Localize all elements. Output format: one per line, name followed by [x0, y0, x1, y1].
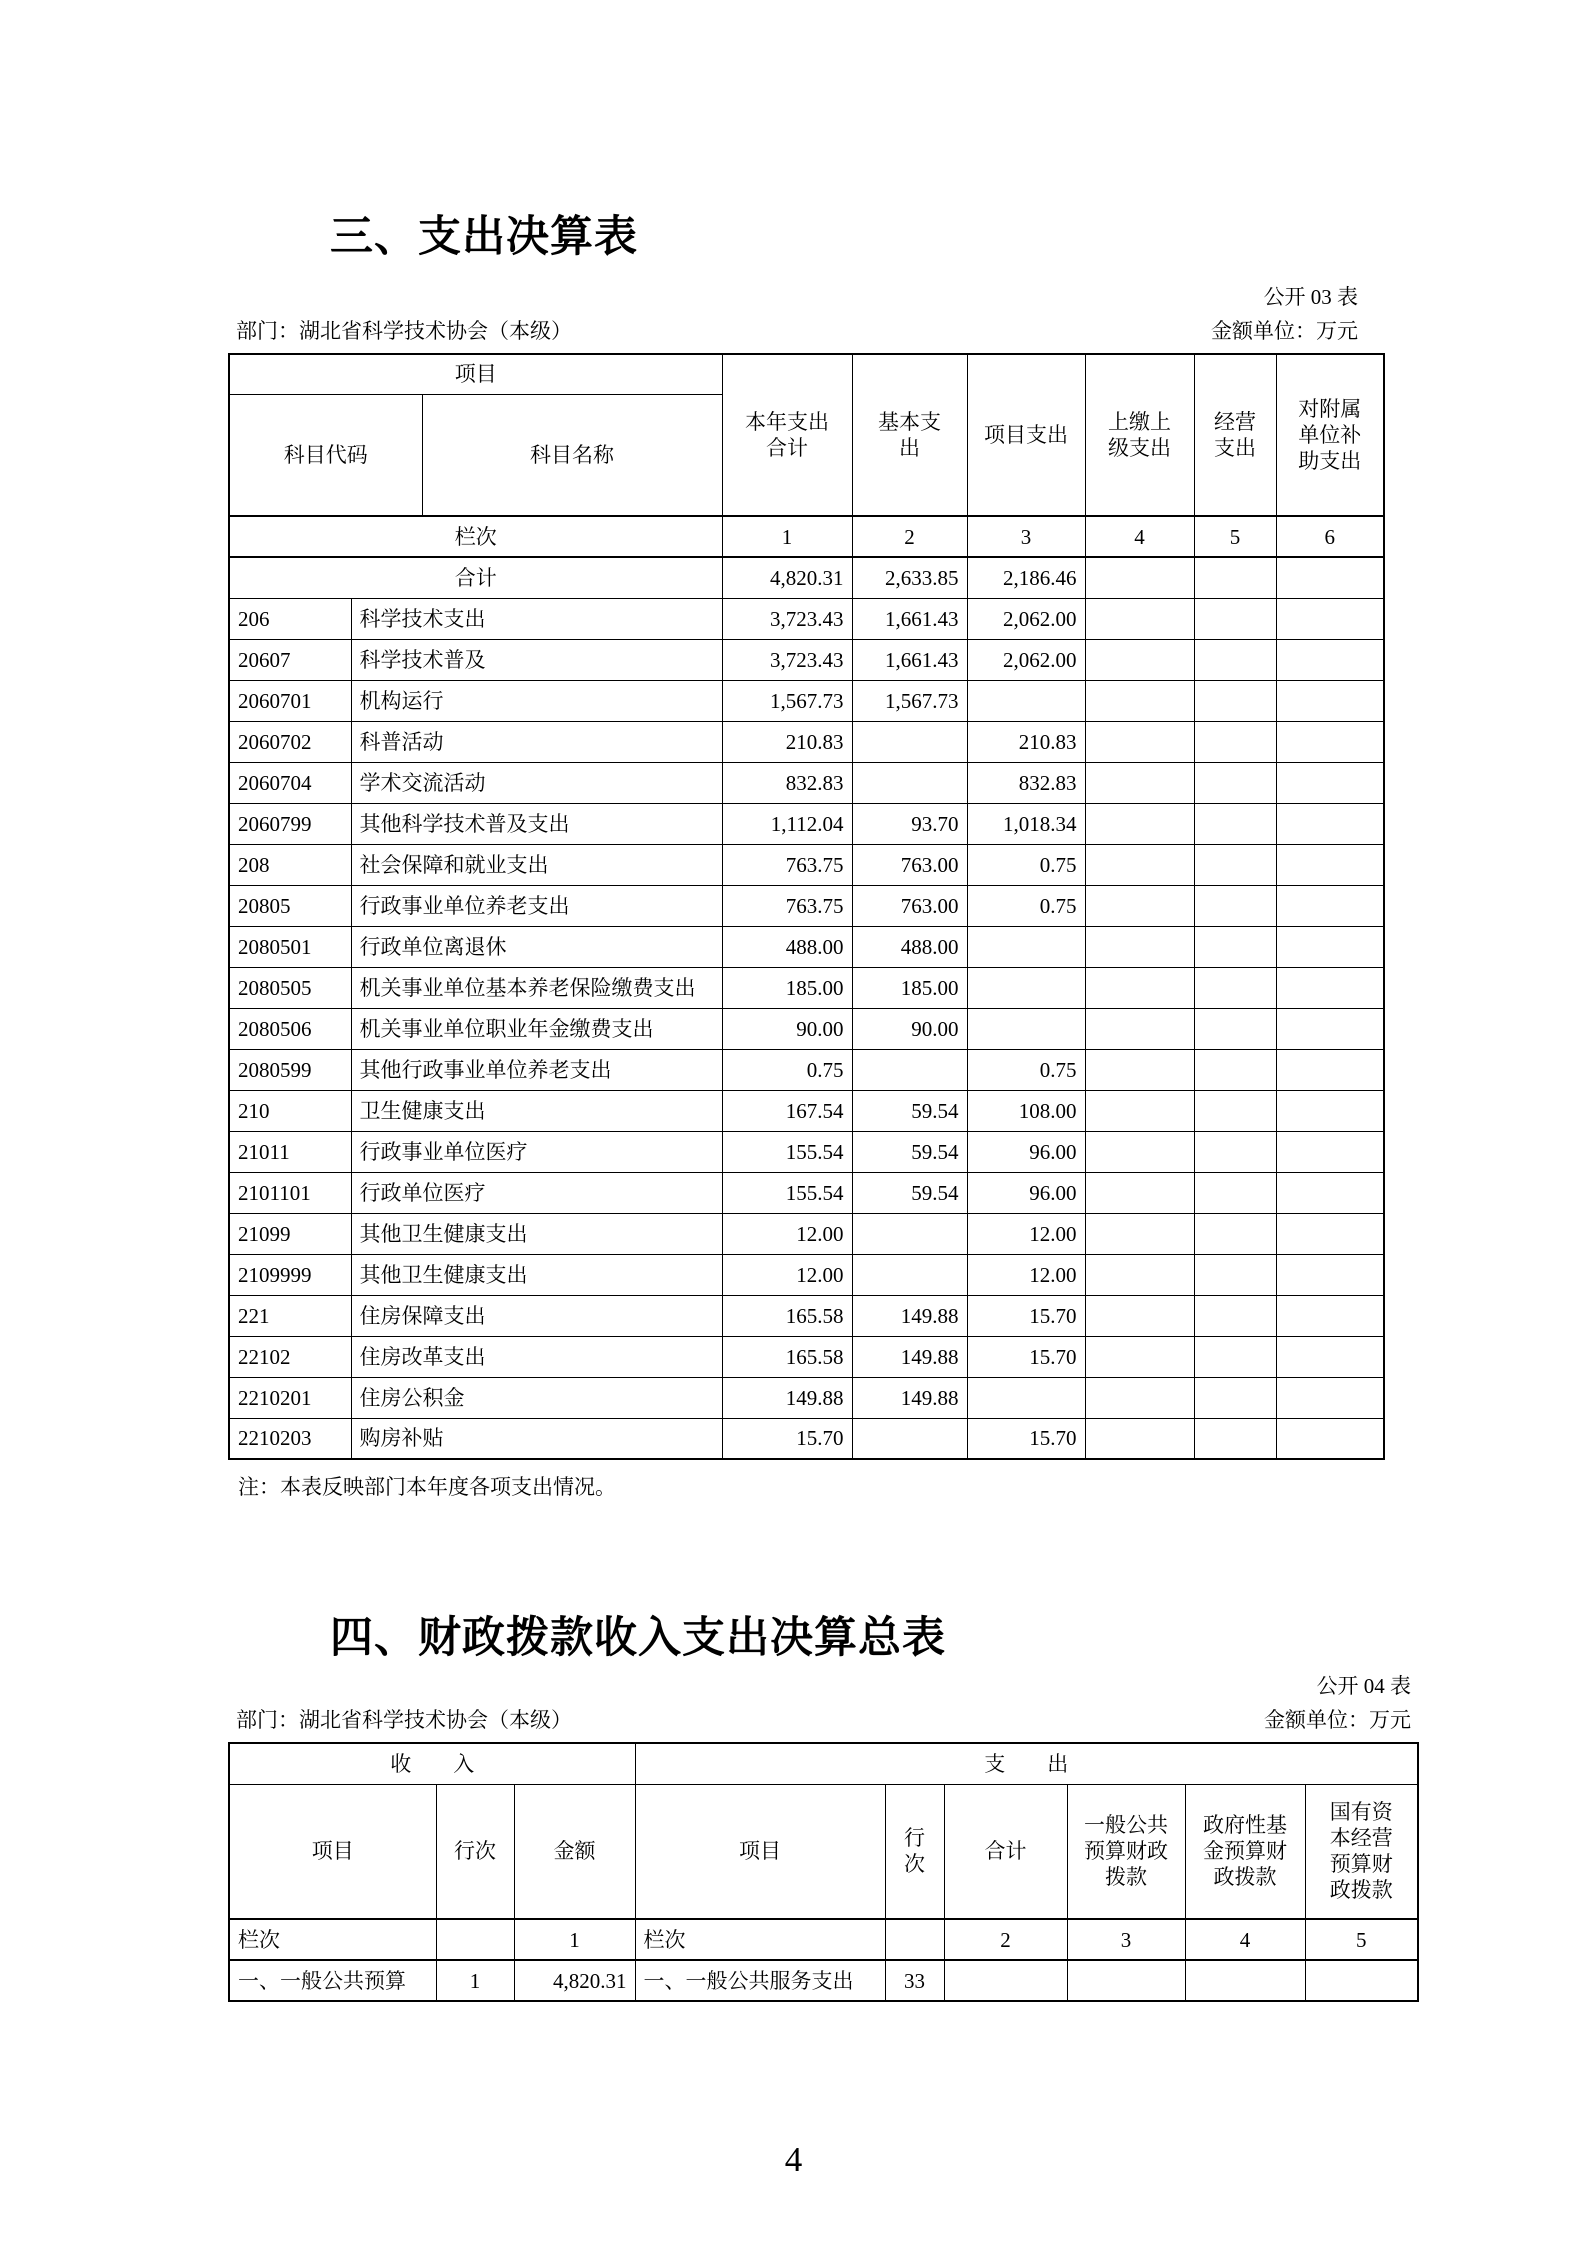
subject-code-cell: 22102 [229, 1336, 351, 1377]
value-cell [1194, 598, 1276, 639]
value-cell [1194, 1090, 1276, 1131]
value-cell [1276, 1418, 1384, 1459]
th-exp-item: 项目 [635, 1784, 885, 1919]
value-cell: 165.58 [722, 1295, 852, 1336]
value-cell: 0.75 [722, 1049, 852, 1090]
th-income-line: 行次 [436, 1784, 514, 1919]
subject-name-cell: 购房补贴 [351, 1418, 722, 1459]
table3-data-row [229, 1418, 1384, 1459]
table3-column-index-row [229, 516, 1384, 557]
table3-data-row [229, 844, 1384, 885]
table3-header [229, 354, 1384, 516]
table3-data-row [229, 1295, 1384, 1336]
subject-name-cell: 卫生健康支出 [351, 1090, 722, 1131]
th-expense-group: 支 出 [635, 1743, 1418, 1784]
empty-cell [885, 1919, 944, 1960]
subject-code-cell: 21099 [229, 1213, 351, 1254]
subject-name-cell: 科学技术普及 [351, 639, 722, 680]
value-cell: 90.00 [852, 1008, 967, 1049]
column-index: 6 [1276, 516, 1384, 557]
th-project-expenditure: 项目支出 [967, 354, 1085, 516]
value-cell [1276, 639, 1384, 680]
table4-header-row [229, 1784, 1418, 1919]
value-cell [1276, 967, 1384, 1008]
exp-value-cell [1185, 1960, 1305, 2001]
column-index: 1 [514, 1919, 635, 1960]
value-cell [967, 1008, 1085, 1049]
lanci-label: 栏次 [229, 516, 722, 557]
subject-code-cell: 208 [229, 844, 351, 885]
value-cell [1276, 885, 1384, 926]
value-cell: 832.83 [722, 762, 852, 803]
total-value: 4,820.31 [722, 557, 852, 598]
table4-unit: 金额单位：万元 [1264, 1708, 1411, 1732]
table3-data-row [229, 1172, 1384, 1213]
subject-code-cell: 2210203 [229, 1418, 351, 1459]
value-cell [1194, 721, 1276, 762]
value-cell: 763.75 [722, 844, 852, 885]
value-cell: 59.54 [852, 1172, 967, 1213]
value-cell [852, 721, 967, 762]
total-value: 2,186.46 [967, 557, 1085, 598]
subject-code-cell: 2060704 [229, 762, 351, 803]
table3-data-row [229, 967, 1384, 1008]
table4-body [229, 1919, 1418, 2001]
value-cell [1085, 1336, 1194, 1377]
lanci-label-left: 栏次 [229, 1919, 436, 1960]
value-cell [1276, 1131, 1384, 1172]
value-cell: 763.00 [852, 844, 967, 885]
value-cell [1194, 762, 1276, 803]
value-cell [1194, 1213, 1276, 1254]
value-cell [1085, 1213, 1194, 1254]
value-cell [967, 926, 1085, 967]
value-cell [1194, 844, 1276, 885]
table3-data-row [229, 1254, 1384, 1295]
table4-group-header-row [229, 1743, 1418, 1784]
value-cell [1194, 803, 1276, 844]
value-cell [1085, 803, 1194, 844]
value-cell [1194, 1254, 1276, 1295]
value-cell: 96.00 [967, 1172, 1085, 1213]
value-cell [1085, 1008, 1194, 1049]
column-index: 5 [1305, 1919, 1418, 1960]
th-exp-line: 行次 [885, 1784, 944, 1919]
subject-name-cell: 其他科学技术普及支出 [351, 803, 722, 844]
table3-data-row [229, 1131, 1384, 1172]
table4-data-row [229, 1960, 1418, 2001]
value-cell [1194, 1008, 1276, 1049]
value-cell [1276, 926, 1384, 967]
value-cell: 15.70 [722, 1418, 852, 1459]
lanci-label-right: 栏次 [635, 1919, 885, 1960]
value-cell: 0.75 [967, 844, 1085, 885]
value-cell [852, 1418, 967, 1459]
total-label: 合计 [229, 557, 722, 598]
column-index: 2 [852, 516, 967, 557]
value-cell [1276, 844, 1384, 885]
value-cell: 1,018.34 [967, 803, 1085, 844]
total-value [1276, 557, 1384, 598]
value-cell: 167.54 [722, 1090, 852, 1131]
value-cell [1085, 680, 1194, 721]
column-index: 3 [1067, 1919, 1185, 1960]
subject-name-cell: 行政事业单位养老支出 [351, 885, 722, 926]
table4-header [229, 1743, 1418, 1919]
subject-name-cell: 住房保障支出 [351, 1295, 722, 1336]
column-index: 2 [944, 1919, 1067, 1960]
th-income-group: 收 入 [229, 1743, 635, 1784]
th-subject-code: 科目代码 [229, 394, 422, 516]
table3-data-row [229, 639, 1384, 680]
subject-code-cell: 210 [229, 1090, 351, 1131]
value-cell: 210.83 [967, 721, 1085, 762]
subject-code-cell: 221 [229, 1295, 351, 1336]
value-cell: 12.00 [722, 1213, 852, 1254]
subject-name-cell: 社会保障和就业支出 [351, 844, 722, 885]
table4-title: 四、财政拨款收入支出决算总表 [330, 1614, 946, 1662]
subject-name-cell: 科学技术支出 [351, 598, 722, 639]
value-cell [1085, 1131, 1194, 1172]
table3-data-row [229, 680, 1384, 721]
value-cell: 12.00 [722, 1254, 852, 1295]
value-cell [1194, 1172, 1276, 1213]
value-cell: 93.70 [852, 803, 967, 844]
value-cell [1194, 1336, 1276, 1377]
exp-value-cell [944, 1960, 1067, 2001]
value-cell [1276, 1172, 1384, 1213]
subject-code-cell: 206 [229, 598, 351, 639]
th-item-group: 项目 [229, 354, 722, 394]
exp-value-cell [1067, 1960, 1185, 2001]
th-operating-expenditure: 经营支出 [1194, 354, 1276, 516]
value-cell [1085, 885, 1194, 926]
subject-name-cell: 住房改革支出 [351, 1336, 722, 1377]
value-cell: 763.75 [722, 885, 852, 926]
subject-name-cell: 行政单位离退休 [351, 926, 722, 967]
appropriation-summary-table [228, 1742, 1419, 2002]
total-value: 2,633.85 [852, 557, 967, 598]
value-cell [1276, 1008, 1384, 1049]
table4-public-label: 公开 04 表 [1316, 1674, 1411, 1698]
value-cell [1085, 1049, 1194, 1090]
value-cell: 1,112.04 [722, 803, 852, 844]
table3-total-row [229, 557, 1384, 598]
value-cell: 155.54 [722, 1131, 852, 1172]
value-cell [1276, 1090, 1384, 1131]
value-cell: 108.00 [967, 1090, 1085, 1131]
value-cell: 15.70 [967, 1295, 1085, 1336]
value-cell: 832.83 [967, 762, 1085, 803]
column-index: 3 [967, 516, 1085, 557]
value-cell [1194, 1418, 1276, 1459]
value-cell: 2,062.00 [967, 598, 1085, 639]
value-cell: 1,567.73 [722, 680, 852, 721]
table3-note: 注：本表反映部门本年度各项支出情况。 [238, 1475, 616, 1499]
value-cell: 2,062.00 [967, 639, 1085, 680]
value-cell [1085, 1295, 1194, 1336]
table3-data-row [229, 598, 1384, 639]
subject-code-cell: 2210201 [229, 1377, 351, 1418]
th-income-amount: 金额 [514, 1784, 635, 1919]
th-exp-gov-fund: 政府性基金预算财政拨款 [1185, 1784, 1305, 1919]
value-cell [1194, 1377, 1276, 1418]
th-upturned-expenditure: 上缴上级支出 [1085, 354, 1194, 516]
th-total-expenditure: 本年支出合计 [722, 354, 852, 516]
subject-code-cell: 2080501 [229, 926, 351, 967]
value-cell [1276, 1254, 1384, 1295]
th-exp-state-capital: 国有资本经营预算财政拨款 [1305, 1784, 1418, 1919]
value-cell: 1,567.73 [852, 680, 967, 721]
value-cell: 0.75 [967, 885, 1085, 926]
value-cell: 3,723.43 [722, 598, 852, 639]
table3-data-row [229, 1090, 1384, 1131]
table3-meta-line [228, 318, 1383, 345]
value-cell [1194, 1131, 1276, 1172]
table3-data-row [229, 762, 1384, 803]
section-expenditure-table [0, 212, 1587, 1501]
value-cell [1085, 639, 1194, 680]
table3-data-row [229, 926, 1384, 967]
value-cell: 185.00 [852, 967, 967, 1008]
table3-public-label: 公开 03 表 [1263, 285, 1358, 309]
subject-code-cell: 20805 [229, 885, 351, 926]
value-cell [1085, 1377, 1194, 1418]
subject-name-cell: 科普活动 [351, 721, 722, 762]
subject-name-cell: 学术交流活动 [351, 762, 722, 803]
value-cell [1085, 762, 1194, 803]
value-cell: 210.83 [722, 721, 852, 762]
table3-data-row [229, 885, 1384, 926]
income-amount-cell: 4,820.31 [514, 1960, 635, 2001]
value-cell [1276, 803, 1384, 844]
column-index: 1 [722, 516, 852, 557]
th-basic-expenditure: 基本支出 [852, 354, 967, 516]
value-cell [1085, 1254, 1194, 1295]
value-cell [1194, 639, 1276, 680]
subject-code-cell: 2060701 [229, 680, 351, 721]
value-cell [1194, 885, 1276, 926]
value-cell [1085, 844, 1194, 885]
value-cell: 763.00 [852, 885, 967, 926]
value-cell: 12.00 [967, 1254, 1085, 1295]
subject-name-cell: 机构运行 [351, 680, 722, 721]
table3-unit: 金额单位：万元 [1211, 319, 1358, 343]
subject-code-cell: 2109999 [229, 1254, 351, 1295]
value-cell: 15.70 [967, 1336, 1085, 1377]
empty-cell [436, 1919, 514, 1960]
value-cell [1194, 680, 1276, 721]
value-cell: 149.88 [852, 1377, 967, 1418]
table4-department: 部门：湖北省科学技术协会（本级） [236, 1708, 572, 1732]
value-cell [967, 967, 1085, 1008]
exp-item-cell: 一、一般公共服务支出 [635, 1960, 885, 2001]
subject-name-cell: 机关事业单位基本养老保险缴费支出 [351, 967, 722, 1008]
value-cell [1276, 1049, 1384, 1090]
value-cell [1276, 762, 1384, 803]
value-cell [1085, 1090, 1194, 1131]
exp-line-cell: 33 [885, 1960, 944, 2001]
table3-rows [229, 598, 1384, 1459]
total-value [1085, 557, 1194, 598]
value-cell [1276, 1336, 1384, 1377]
value-cell: 1,661.43 [852, 639, 967, 680]
value-cell: 59.54 [852, 1090, 967, 1131]
th-subject-name: 科目名称 [422, 394, 722, 516]
expenditure-table [228, 353, 1385, 1460]
value-cell: 1,661.43 [852, 598, 967, 639]
subject-name-cell: 行政单位医疗 [351, 1172, 722, 1213]
value-cell: 15.70 [967, 1418, 1085, 1459]
value-cell [1194, 967, 1276, 1008]
subject-name-cell: 行政事业单位医疗 [351, 1131, 722, 1172]
th-income-item: 项目 [229, 1784, 436, 1919]
subject-name-cell: 其他卫生健康支出 [351, 1254, 722, 1295]
value-cell [1085, 1418, 1194, 1459]
table3-data-row [229, 1008, 1384, 1049]
value-cell [852, 1254, 967, 1295]
value-cell: 185.00 [722, 967, 852, 1008]
subject-name-cell: 其他卫生健康支出 [351, 1213, 722, 1254]
table3-data-row [229, 1049, 1384, 1090]
subject-code-cell: 20607 [229, 639, 351, 680]
page-number: 4 [784, 2140, 803, 2179]
table4-column-index-row [229, 1919, 1418, 1960]
section-appropriation-summary-table [0, 1613, 1587, 2002]
income-item-cell: 一、一般公共预算 [229, 1960, 436, 2001]
subject-name-cell: 机关事业单位职业年金缴费支出 [351, 1008, 722, 1049]
subject-name-cell: 住房公积金 [351, 1377, 722, 1418]
value-cell [1276, 1213, 1384, 1254]
value-cell: 59.54 [852, 1131, 967, 1172]
subject-code-cell: 2101101 [229, 1172, 351, 1213]
income-line-cell: 1 [436, 1960, 514, 2001]
value-cell: 149.88 [722, 1377, 852, 1418]
table3-data-row [229, 1213, 1384, 1254]
subject-code-cell: 2060702 [229, 721, 351, 762]
value-cell [1085, 721, 1194, 762]
value-cell [852, 762, 967, 803]
value-cell [1194, 1295, 1276, 1336]
value-cell [1276, 680, 1384, 721]
value-cell [1194, 1049, 1276, 1090]
column-index: 4 [1085, 516, 1194, 557]
value-cell: 149.88 [852, 1295, 967, 1336]
value-cell: 3,723.43 [722, 639, 852, 680]
value-cell: 149.88 [852, 1336, 967, 1377]
table3-data-row [229, 1336, 1384, 1377]
subject-code-cell: 2080599 [229, 1049, 351, 1090]
value-cell [1276, 721, 1384, 762]
table3-title: 三、支出决算表 [330, 213, 638, 261]
table4-meta-line [228, 1707, 1417, 1734]
value-cell: 488.00 [852, 926, 967, 967]
exp-value-cell [1305, 1960, 1418, 2001]
value-cell [1276, 1295, 1384, 1336]
table3-data-row [229, 803, 1384, 844]
table3-data-row [229, 1377, 1384, 1418]
value-cell: 165.58 [722, 1336, 852, 1377]
value-cell [1085, 1172, 1194, 1213]
value-cell [1085, 598, 1194, 639]
column-index: 5 [1194, 516, 1276, 557]
th-subsidy-expenditure: 对附属单位补助支出 [1276, 354, 1384, 516]
value-cell [1276, 1377, 1384, 1418]
subject-code-cell: 2080505 [229, 967, 351, 1008]
value-cell: 155.54 [722, 1172, 852, 1213]
total-value [1194, 557, 1276, 598]
value-cell: 12.00 [967, 1213, 1085, 1254]
th-exp-total: 合计 [944, 1784, 1067, 1919]
value-cell: 488.00 [722, 926, 852, 967]
value-cell: 90.00 [722, 1008, 852, 1049]
value-cell [967, 1377, 1085, 1418]
value-cell [852, 1049, 967, 1090]
table3-department: 部门：湖北省科学技术协会（本级） [236, 319, 572, 343]
table4-block [228, 1673, 1417, 2002]
value-cell [1085, 926, 1194, 967]
subject-code-cell: 21011 [229, 1131, 351, 1172]
value-cell [1194, 926, 1276, 967]
subject-code-cell: 2080506 [229, 1008, 351, 1049]
table3-header-row-1 [229, 354, 1384, 394]
th-exp-general-budget: 一般公共预算财政拨款 [1067, 1784, 1185, 1919]
subject-code-cell: 2060799 [229, 803, 351, 844]
value-cell [967, 680, 1085, 721]
table3-data-row [229, 721, 1384, 762]
table3-block [228, 284, 1383, 1501]
subject-name-cell: 其他行政事业单位养老支出 [351, 1049, 722, 1090]
value-cell [1276, 598, 1384, 639]
value-cell: 96.00 [967, 1131, 1085, 1172]
value-cell [852, 1213, 967, 1254]
table3-fixed-rows [229, 516, 1384, 598]
column-index: 4 [1185, 1919, 1305, 1960]
value-cell: 0.75 [967, 1049, 1085, 1090]
value-cell [1085, 967, 1194, 1008]
